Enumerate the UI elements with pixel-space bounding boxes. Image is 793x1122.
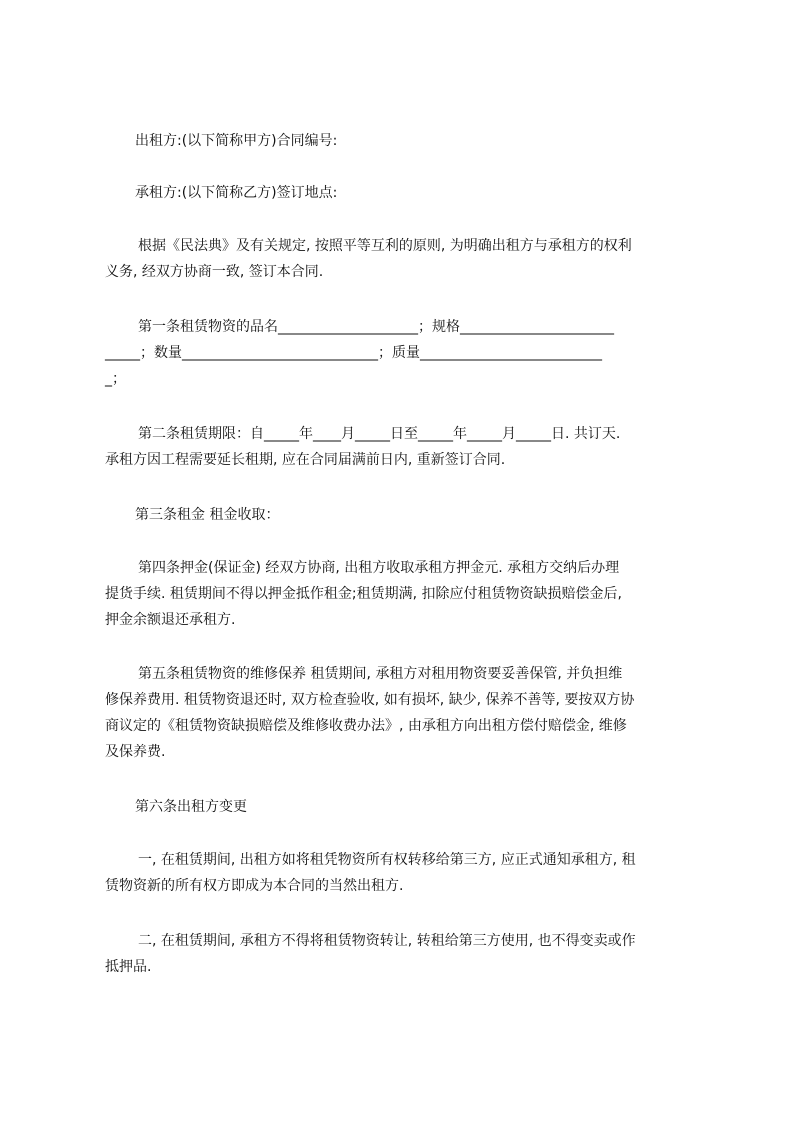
clause-1-line-1: 一, 在租赁期间, 出租方如将租凭物资所有权转移给第三方, 应正式通知承租方, 租 [138, 852, 636, 868]
intro-line-2: 义务, 经双方协商一致, 签订本合同. [105, 264, 324, 280]
article-5-line-4: 及保养费. [105, 744, 166, 760]
lessee-line [135, 180, 735, 206]
intro-line-1: 根据《民法典》及有关规定, 按照平等互利的原则, 为明确出租方与承租方的权利 [138, 238, 632, 254]
lessee-text: 承租方:(以下简称乙方)签订地点: [135, 185, 338, 201]
intro-paragraph [105, 233, 705, 285]
article-2-line-2: 承租方因工程需要延长租期, 应在合同届满前日内, 重新签订合同. [105, 452, 506, 468]
clause-1-line-2: 赁物资新的所有权方即成为本合同的当然出租方. [105, 878, 404, 894]
article-2-paragraph [105, 421, 705, 473]
lessor-text: 出租方:(以下简称甲方)合同编号: [135, 133, 338, 149]
clause-2-line-1: 二, 在租赁期间, 承租方不得将租赁物资转让, 转租给第三方使用, 也不得变卖或作 [138, 933, 636, 949]
clause-2-paragraph [105, 928, 705, 980]
article-3-line: 第三条租金 租金收取： [135, 507, 280, 523]
article-4-line-3: 押金余额退还承租方. [105, 612, 236, 628]
article-1-line-1: 第一条租赁物资的品名____________________；规格______________________ [138, 319, 614, 335]
article-1-paragraph [105, 314, 705, 392]
clause-2-line-2: 抵押品. [105, 959, 152, 975]
article-1-line-3: _； [105, 371, 126, 387]
article-4-paragraph [105, 555, 705, 633]
article-4-line-2: 提货手续. 租赁期间不得以押金抵作租金;租赁期满, 扣除应付租赁物资缺损赔偿金后, [105, 586, 622, 602]
article-5-paragraph [105, 661, 705, 765]
article-3-paragraph [135, 502, 735, 528]
article-1-line-2: _____；数量____________________________；质量__________________________ [105, 345, 602, 361]
article-2-line-1: 第二条租赁期限：自_____年____月_____日至_____年_____月_____日. 共订天. [138, 426, 621, 442]
article-5-line-1: 第五条租赁物资的维修保养 租赁期间, 承租方对租用物资要妥善保管, 并负担维 [138, 666, 623, 682]
article-5-line-2: 修保养费用. 租赁物资退还时, 双方检查验收, 如有损坏, 缺少, 保养不善等, 要按双方协 [105, 692, 635, 708]
lessor-line [135, 128, 735, 154]
article-6-title [135, 794, 735, 820]
clause-1-paragraph [105, 847, 705, 899]
article-6-title-text: 第六条出租方变更 [135, 799, 247, 815]
article-4-line-1: 第四条押金(保证金) 经双方协商, 出租方收取承租方押金元. 承租方交纳后办理 [138, 560, 620, 576]
article-5-line-3: 商议定的《租赁物资缺损赔偿及维修收费办法》, 由承租方向出租方偿付赔偿金, 维修 [105, 718, 627, 734]
